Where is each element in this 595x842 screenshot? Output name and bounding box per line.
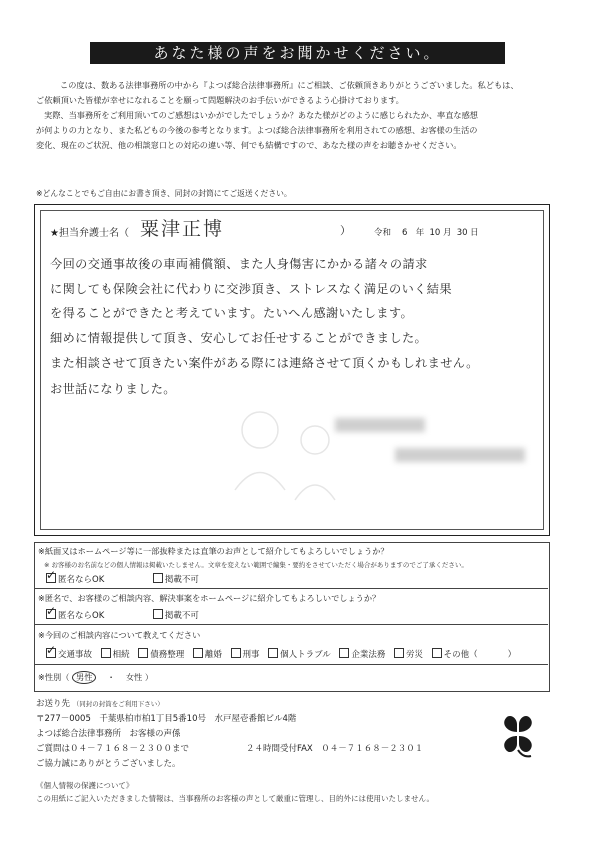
- handwritten-line: 今回の交通事故後の車両補償額、また人身傷害にかかる諸々の請求: [50, 257, 428, 271]
- q3-option-criminal[interactable]: 刑事: [231, 650, 260, 660]
- checkbox[interactable]: [339, 648, 349, 658]
- q3-options: [46, 648, 560, 660]
- divider: [34, 624, 548, 625]
- q3-option-labor[interactable]: 労災: [394, 650, 423, 660]
- sendto-label: お送り先: [36, 699, 71, 709]
- handwritten-line: に関しても保険会社に代わりに交渉頂き、ストレスなく満足のいく結果: [50, 282, 452, 296]
- handwritten-line: また相談させて頂きたい案件がある際には連絡させて頂くかもしれません。: [50, 356, 479, 370]
- intro-line: この度は、数ある法律事務所の中から『よつば総合法律事務所』にご相談、ご依頼頂きありがとうございました。私どもは、: [60, 80, 519, 90]
- q4-close-paren: ）: [144, 672, 154, 682]
- sendto-note: （同封の封筒をご利用下さい）: [72, 700, 164, 708]
- thanks: ご協力誠にありがとうございました。: [36, 759, 181, 769]
- watermark-figure-icon: [220, 400, 340, 510]
- page-title: あなた様の声をお聞かせください。: [90, 42, 505, 64]
- checkbox-checked[interactable]: [46, 609, 56, 619]
- date-month: 10: [429, 228, 441, 238]
- q3-option-corporate[interactable]: 企業法務: [339, 650, 385, 660]
- q1-option-anonymous[interactable]: ✓匿名ならOK: [46, 575, 104, 585]
- q3-option-personal[interactable]: 個人トラブル: [268, 650, 331, 660]
- question-tel: ご質問は０４－７１６８－２３００まで: [36, 744, 190, 754]
- lawyer-name: 粟津正博: [140, 218, 225, 240]
- q4-gender: [38, 671, 552, 684]
- gender-separator: ・: [107, 672, 116, 682]
- q4-question: ※性別（: [38, 672, 70, 682]
- q2-question: ※匿名で、お客様のご相談内容、解決事案をホームページに紹介してもよろしいでしょうか？: [38, 593, 381, 603]
- q3-option-debt[interactable]: 債務整理: [138, 650, 184, 660]
- gender-female[interactable]: 女性: [125, 672, 143, 682]
- privacy-text: この用紙にご記入いただきました情報は、当事務所のお客様の声として厳重に管理し、目的外には使用いたしません。: [36, 794, 434, 803]
- date-day: 30: [456, 228, 468, 238]
- date-year: 6: [402, 228, 408, 238]
- q2-option-anonymous[interactable]: ✓匿名ならOK: [46, 611, 104, 621]
- divider: [34, 664, 548, 665]
- checkbox[interactable]: [153, 609, 163, 619]
- checkbox-checked[interactable]: [46, 648, 56, 658]
- checkbox[interactable]: [394, 648, 404, 658]
- date-era: 令和: [374, 228, 392, 238]
- date-day-unit: 日: [470, 228, 479, 238]
- lawyer-label: ★担当弁護士名（: [50, 228, 129, 239]
- checkbox[interactable]: [432, 648, 442, 658]
- intro-line: が何よりの力となり、また私どもの今後の参考となります。よつば総合法律事務所を利用されての感想、お客様の生活の: [36, 125, 478, 135]
- intro-line: ご依頼頂いた皆様が幸せになれることを願って問題解決のお手伝いができるよう心掛けております。: [36, 95, 404, 105]
- fax: ２４時間受付FAX ０４－７１６８－２３０１: [246, 744, 424, 754]
- clover-logo-icon: [493, 710, 543, 762]
- date-year-unit: 年: [415, 228, 425, 238]
- q3-option-other[interactable]: その他（ ）: [432, 650, 517, 660]
- q3-option-inheritance[interactable]: 相続: [101, 650, 130, 660]
- q2-options: [46, 609, 560, 621]
- privacy-title: 《個人情報の保護について》: [36, 781, 134, 790]
- sendto: [36, 697, 164, 709]
- redacted-signature: [395, 448, 525, 462]
- intro-line: 実際、当事務所をご利用頂いてのご感想はいかがでしたでしょうか？あなた様がどのように感じられたか、率直な感想: [44, 110, 478, 120]
- handwritten-line: お世話になりました。: [50, 382, 176, 396]
- checkbox-checked[interactable]: [46, 573, 56, 583]
- gender-male-circled[interactable]: 男性: [72, 671, 96, 684]
- lawyer-close-paren: ）: [340, 224, 351, 237]
- checkbox[interactable]: [153, 573, 163, 583]
- checkbox[interactable]: [138, 648, 148, 658]
- redacted-signature: [335, 418, 425, 432]
- checkbox[interactable]: [193, 648, 203, 658]
- q1-option-no[interactable]: 掲載不可: [153, 575, 199, 585]
- handwritten-line: 細めに情報提供して頂き、安心してお任せすることができました。: [50, 331, 428, 345]
- q2-option-no[interactable]: 掲載不可: [153, 611, 199, 621]
- q3-option-divorce[interactable]: 離婚: [193, 650, 222, 660]
- q3-question: ※今回のご相談内容について教えてください: [38, 630, 201, 640]
- q1-note: ※ お客様のお名前などの個人情報は掲載いたしません。文章を変えない範囲で編集・要約をさせていただく場合がありますのでご了承ください。: [44, 561, 468, 569]
- q3-option-traffic[interactable]: ✓交通事故: [46, 650, 92, 660]
- checkbox[interactable]: [231, 648, 241, 658]
- date: [374, 226, 479, 238]
- q1-options: [46, 573, 560, 585]
- address: 〒277－0005 千葉県柏市柏1丁目5番10号 水戸屋壱番館ビル4階: [36, 714, 297, 724]
- checkbox[interactable]: [101, 648, 111, 658]
- date-month-unit: 月: [442, 228, 452, 238]
- intro-line: 変化、現在のご状況、他の相談窓口との対応の違い等、何でも結構ですので、あなた様の声をお聴きかせください。: [36, 140, 462, 150]
- divider: [34, 588, 548, 589]
- handwritten-line: を得ることができたと考えています。たいへん感謝いたします。: [50, 306, 414, 320]
- office-name: よつば総合法律事務所 お客様の声係: [36, 729, 181, 739]
- q1-question: ※紙面又はホームページ等に一部抜粋または直筆のお声として紹介してもよろしいでしょうか？: [38, 546, 389, 556]
- checkbox[interactable]: [268, 648, 278, 658]
- intro-text: [36, 78, 561, 153]
- instruction-text: ※どんなことでもご自由にお書き頂き、同封の封筒にてご返送ください。: [36, 189, 292, 198]
